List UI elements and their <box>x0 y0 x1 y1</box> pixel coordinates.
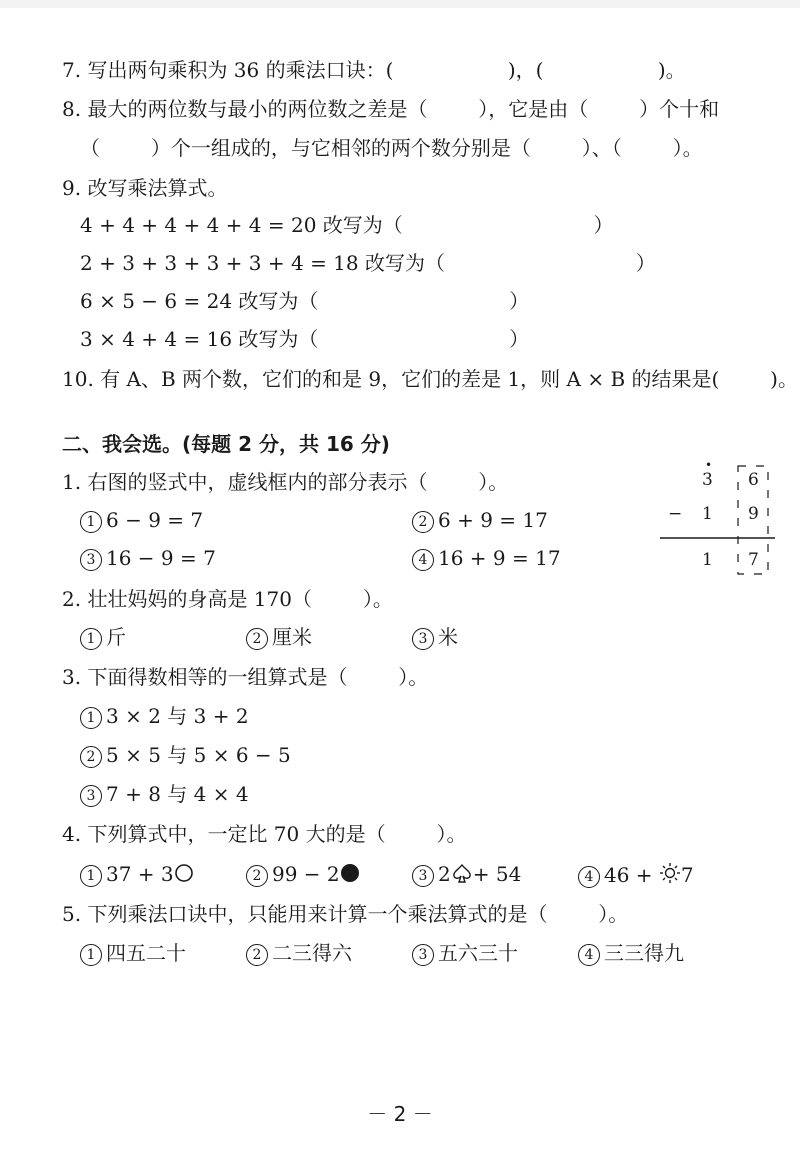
question-9: 9. 改写乘法算式。 <box>62 176 228 200</box>
option-number-2: 2 <box>246 628 268 650</box>
question-9-item-d: 3 × 4 + 4 = 16 改写为（ ） <box>80 327 530 351</box>
option-number-3: 3 <box>412 628 434 650</box>
choice-question-3: 3. 下面得数相等的一组算式是（ ）。 <box>62 665 429 689</box>
choice-4-option-3 <box>412 862 521 887</box>
question-9-item-b: 2 + 3 + 3 + 3 + 3 + 4 = 18 改写为（ ） <box>80 251 656 275</box>
choice-1-option-2 <box>412 508 548 533</box>
option-number-3: 3 <box>412 865 434 887</box>
option-text: 16 − 9 = 7 <box>106 546 216 570</box>
option-number-1: 1 <box>80 707 102 729</box>
question-9-item-a: 4 + 4 + 4 + 4 + 4 = 20 改写为（ ） <box>80 213 614 237</box>
choice-4-option-2 <box>246 862 360 887</box>
option-number-2: 2 <box>412 511 434 533</box>
filled-circle-icon <box>340 863 360 883</box>
vertical-calc-lines <box>650 462 780 582</box>
option-number-2: 2 <box>80 746 102 768</box>
choice-1-option-4 <box>412 546 561 571</box>
choice-question-4: 4. 下列算式中，一定比 70 大的是（ ）。 <box>62 822 467 846</box>
page-number: － 2 － <box>367 1102 433 1126</box>
choice-3-option-3 <box>80 782 249 807</box>
option-number-1: 1 <box>80 944 102 966</box>
question-9-item-c: 6 × 5 − 6 = 24 改写为（ ） <box>80 289 530 313</box>
digit-mid-ones: 9 <box>748 504 759 524</box>
option-text: 7 + 8 与 4 × 4 <box>106 782 249 806</box>
option-text: 16 + 9 = 17 <box>438 546 561 570</box>
minus-sign: − <box>668 504 683 524</box>
hollow-circle-icon <box>174 863 194 883</box>
option-text: 6 + 9 = 17 <box>438 508 548 532</box>
choice-question-5: 5. 下列乘法口诀中，只能用来计算一个乘法算式的是（ ）。 <box>62 902 629 926</box>
option-text: 99 − 2 <box>272 862 340 886</box>
option-number-2: 2 <box>246 865 268 887</box>
option-text: 三三得九 <box>604 941 684 965</box>
option-number-3: 3 <box>412 944 434 966</box>
option-text: 厘米 <box>272 625 312 649</box>
option-text: 37 + 3 <box>106 862 174 886</box>
option-text: 2 <box>438 862 451 886</box>
option-text-suffix: + 54 <box>472 862 522 886</box>
option-number-1: 1 <box>80 511 102 533</box>
digit-result-ones: 7 <box>748 550 759 570</box>
option-text: 斤 <box>106 625 126 649</box>
choice-4-option-1 <box>80 862 194 887</box>
option-number-3: 3 <box>80 549 102 571</box>
choice-5-option-1 <box>80 941 186 966</box>
option-number-4: 4 <box>412 549 434 571</box>
option-number-3: 3 <box>80 785 102 807</box>
choice-1-option-3 <box>80 546 216 571</box>
option-text: 5 × 5 与 5 × 6 − 5 <box>106 743 291 767</box>
choice-5-option-4 <box>578 941 684 966</box>
spade-icon <box>451 863 473 883</box>
choice-3-option-1 <box>80 704 249 729</box>
choice-1-option-1 <box>80 508 203 533</box>
choice-2-option-1 <box>80 625 126 650</box>
vertical-subtraction-figure <box>650 458 780 582</box>
choice-2-option-2 <box>246 625 312 650</box>
option-text: 二三得六 <box>272 941 352 965</box>
option-text: 四五二十 <box>106 941 186 965</box>
option-number-1: 1 <box>80 865 102 887</box>
digit-result-tens: 1 <box>702 550 713 570</box>
question-8-line-1: 8. 最大的两位数与最小的两位数之差是（ ），它是由（ ）个十和 <box>62 97 720 121</box>
choice-4-option-4 <box>578 862 694 888</box>
option-number-1: 1 <box>80 628 102 650</box>
question-7: 7. 写出两句乘积为 36 的乘法口诀：( )，( )。 <box>62 58 686 82</box>
borrow-dot: • <box>705 458 713 472</box>
option-text: 五六三十 <box>438 941 518 965</box>
option-text: 3 × 2 与 3 + 2 <box>106 704 249 728</box>
question-8-line-2: （ ）个一组成的，与它相邻的两个数分别是（ ）、（ ）。 <box>80 136 703 160</box>
question-10: 10. 有 A、B 两个数，它们的和是 9，它们的差是 1，则 A × B 的结果是( )。 <box>62 367 798 391</box>
digit-mid-tens: 1 <box>702 504 713 524</box>
option-text-suffix: 7 <box>680 863 694 887</box>
choice-2-option-3 <box>412 625 458 650</box>
choice-5-option-2 <box>246 941 352 966</box>
choice-question-1: 1. 右图的竖式中，虚线框内的部分表示（ ）。 <box>62 470 509 494</box>
digit-top-ones: 6 <box>748 470 759 490</box>
choice-3-option-2 <box>80 743 291 768</box>
option-text: 46 + <box>604 863 659 887</box>
page-edge <box>0 0 800 8</box>
choice-question-2: 2. 壮壮妈妈的身高是 170（ ）。 <box>62 587 393 611</box>
choice-5-option-3 <box>412 941 518 966</box>
option-number-2: 2 <box>246 944 268 966</box>
option-number-4: 4 <box>578 866 600 888</box>
sun-icon <box>659 862 681 884</box>
option-text: 6 − 9 = 7 <box>106 508 204 532</box>
option-number-4: 4 <box>578 944 600 966</box>
option-text: 米 <box>438 625 458 649</box>
section-2-title: 二、我会选。(每题 2 分，共 16 分) <box>62 432 390 456</box>
digit-top-tens: 3 <box>702 470 713 490</box>
